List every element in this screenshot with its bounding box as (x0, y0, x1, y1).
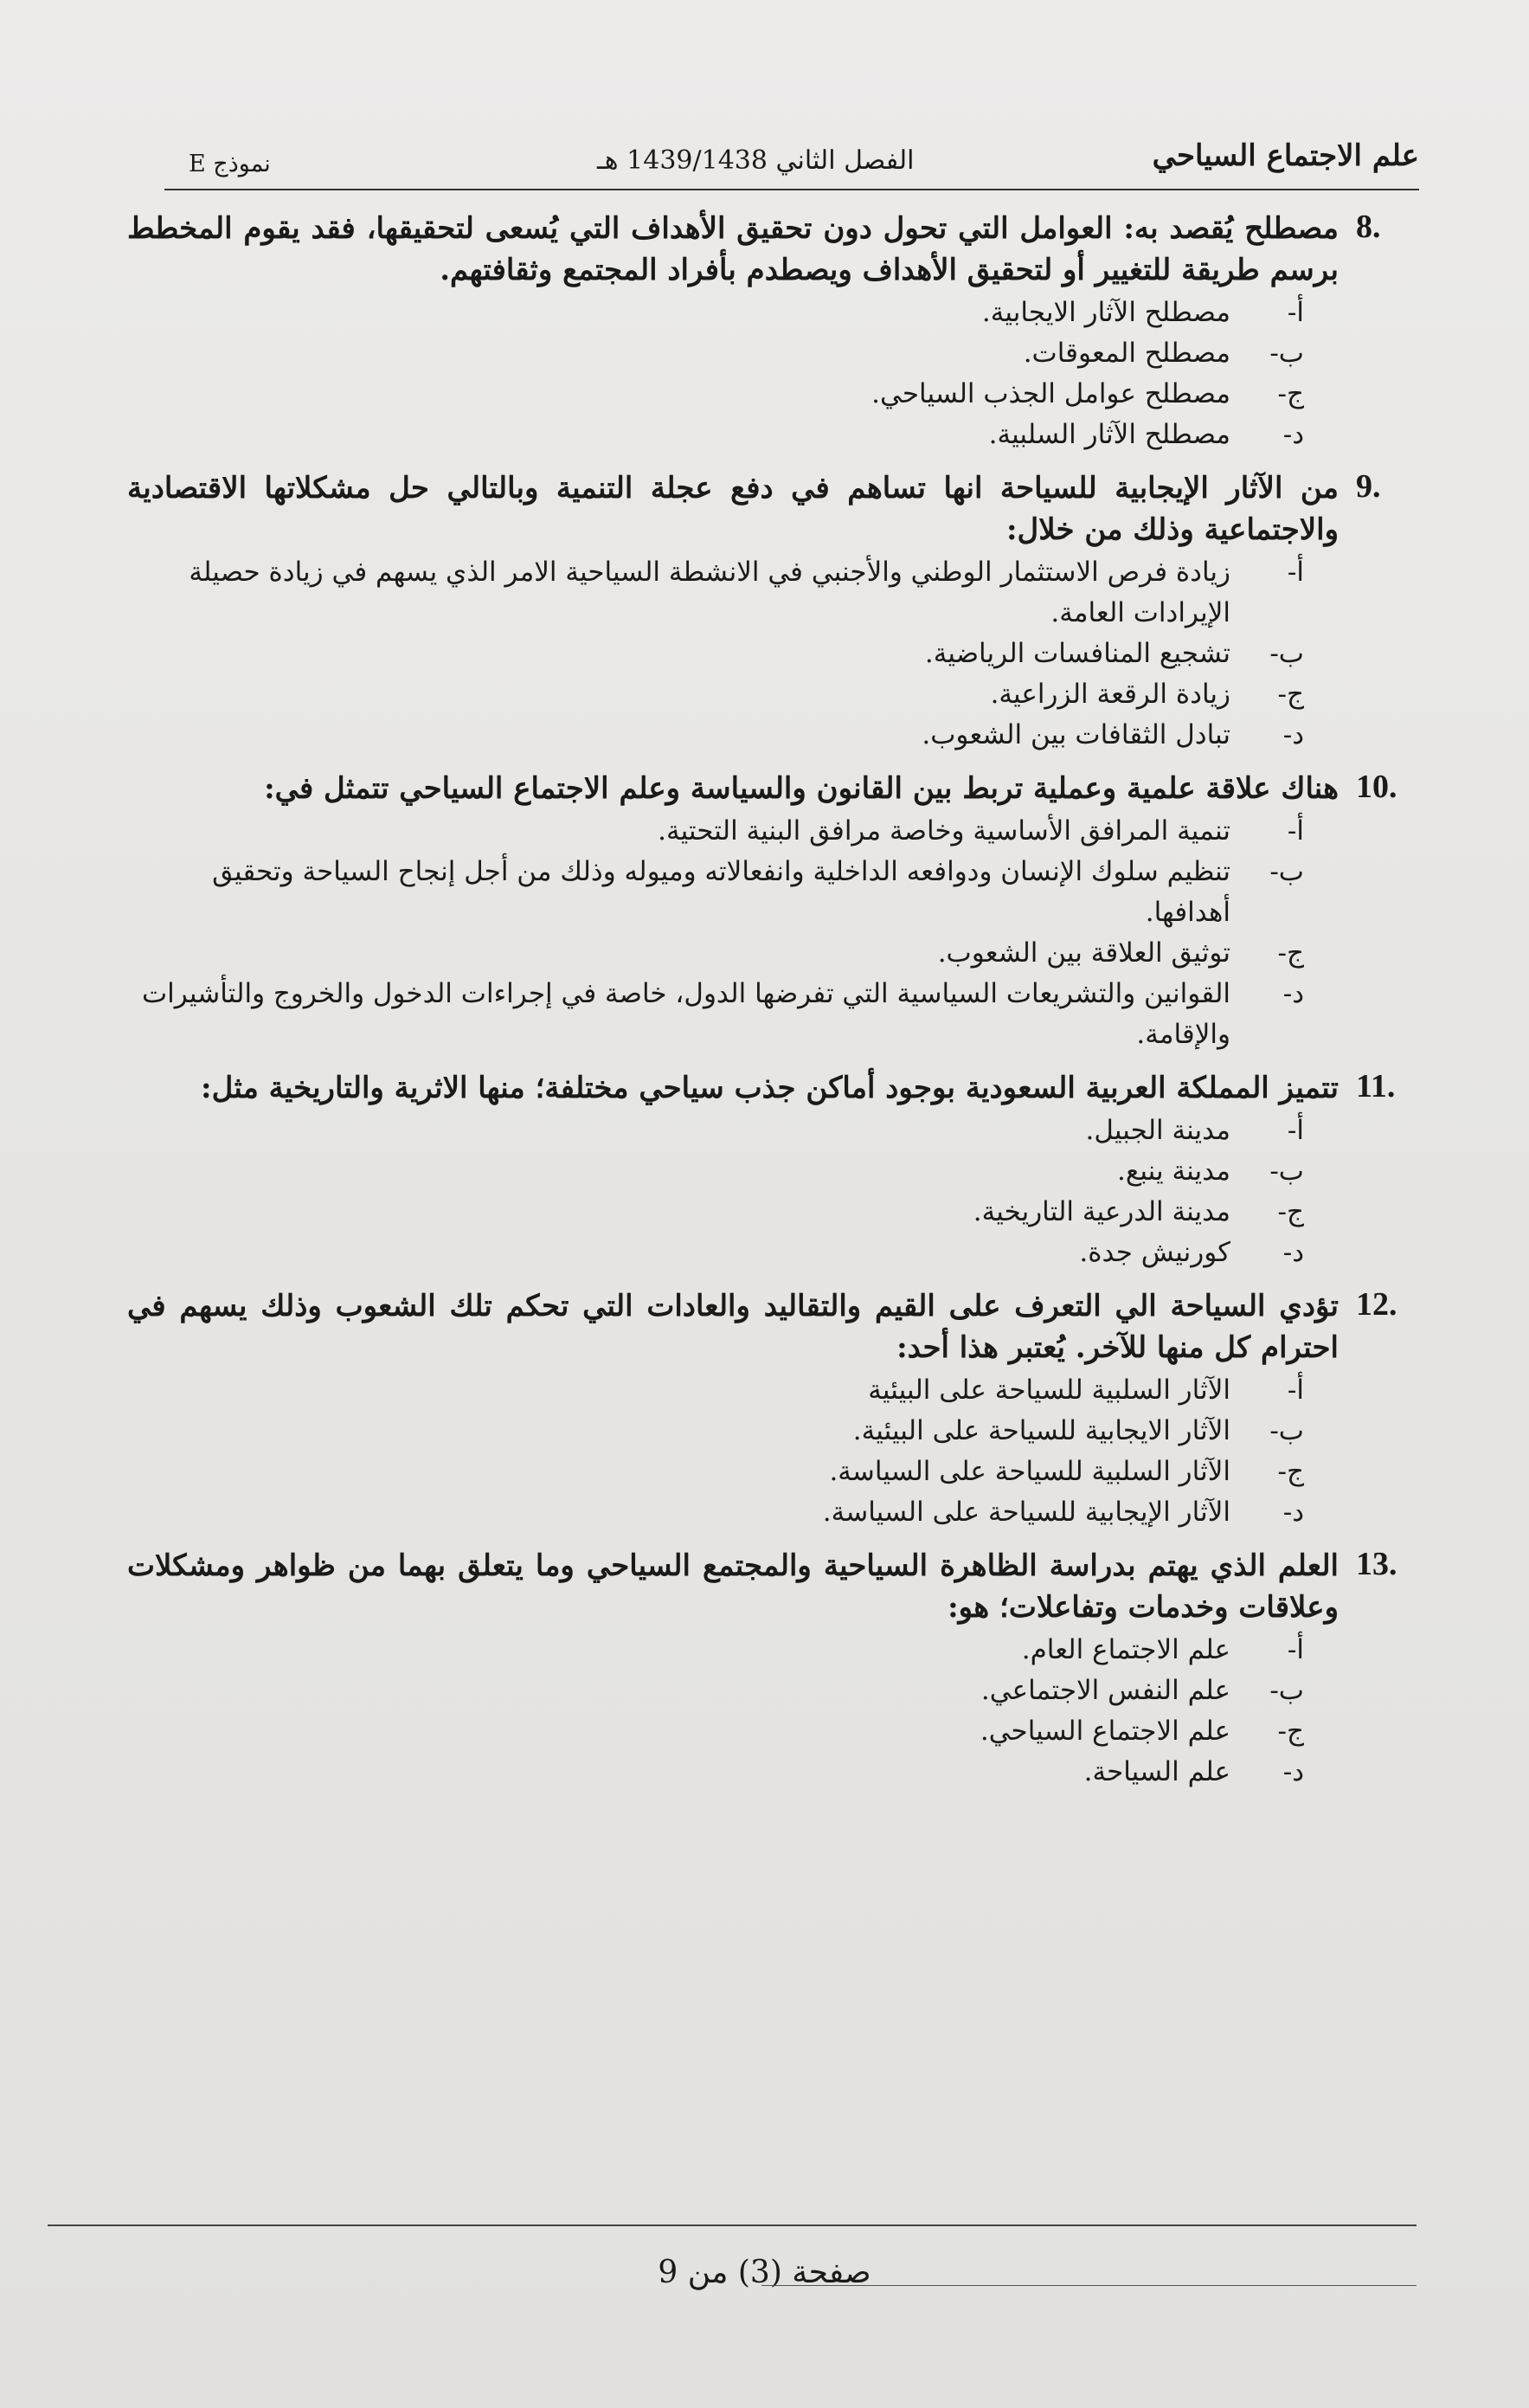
choice-letter: أ- (1287, 1375, 1304, 1406)
question-11 (127, 1067, 1425, 1273)
choice-letter: أ- (1287, 1115, 1304, 1146)
course-title: علم الاجتماع السياحي (1152, 138, 1419, 173)
choice-letter: أ- (1287, 815, 1304, 847)
choice[interactable] (127, 634, 1304, 674)
choice-letter: د- (1282, 978, 1304, 1009)
question-9 (127, 467, 1425, 756)
choices-list (127, 1111, 1304, 1273)
footer-rule (48, 2225, 1417, 2226)
choice-text: مصطلح الآثار السلبية. (988, 419, 1230, 450)
choice-text: كورنيش جدة. (1079, 1237, 1230, 1268)
question-12 (127, 1285, 1425, 1533)
page-number: صفحة (3) من 9 (658, 2255, 871, 2290)
question-text: تتميز المملكة العربية السعودية بوجود أماكن جذب سياحي مختلفة؛ منها الاثرية والتاريخية مثل: (201, 1071, 1339, 1105)
choices-list (127, 1370, 1304, 1533)
question-number: 10. (1356, 769, 1397, 805)
choice-text: زيادة الرقعة الزراعية. (990, 679, 1230, 710)
choice-text: مصطلح الآثار الايجابية. (981, 297, 1230, 328)
question-13 (127, 1545, 1425, 1793)
choices-list (127, 1630, 1304, 1793)
header-rule (164, 189, 1419, 190)
question-number: 8. (1356, 209, 1381, 245)
choice-text: مدينة ينبع. (1116, 1156, 1230, 1187)
choice-letter: ب- (1269, 638, 1304, 669)
question-text: من الآثار الإيجابية للسياحة انها تساهم في دفع عجلة التنمية وبالتالي حل مشكلاتها الاقتصادية والاجتماعية وذلك من خلال: (127, 471, 1339, 547)
question-number: 9. (1356, 468, 1381, 505)
choice[interactable] (127, 1233, 1304, 1273)
choice-letter: ب- (1269, 1415, 1304, 1446)
choice-letter: أ- (1287, 297, 1304, 328)
question-text: هناك علاقة علمية وعملية تربط بين القانون والسياسة وعلم الاجتماع السياحي تتمثل في: (264, 771, 1339, 806)
question-text: العلم الذي يهتم بدراسة الظاهرة السياحية والمجتمع السياحي وما يتعلق بهما من ظواهر ومشكلات وعلاقات وخدمات وتفاعلات؛ هو: (127, 1548, 1339, 1625)
choice[interactable] (127, 852, 1304, 933)
model-label: نموذج E (189, 151, 271, 177)
choice-letter: ج- (1277, 378, 1304, 409)
choices-list (127, 293, 1304, 455)
page-header (164, 138, 1419, 190)
choice-letter: ب- (1269, 1156, 1304, 1187)
choice-letter: أ- (1287, 1634, 1304, 1665)
choice-letter: ج- (1277, 1716, 1304, 1747)
choice-text: علم الاجتماع العام. (1021, 1634, 1230, 1665)
choice-text: توثيق العلاقة بين الشعوب. (937, 937, 1230, 969)
choice-text: تشجيع المنافسات الرياضية. (924, 638, 1230, 669)
question-text: تؤدي السياحة الي التعرف على القيم والتقاليد والعادات التي تحكم تلك الشعوب وذلك يسهم في احترام كل منها للآخر. يُعتبر هذا أحد: (127, 1289, 1339, 1365)
choice[interactable] (127, 674, 1304, 715)
choice[interactable] (127, 1411, 1304, 1452)
term-label: الفصل الثاني 1439/1438 هـ (597, 145, 915, 176)
choice-letter: ج- (1277, 1456, 1304, 1487)
choice[interactable] (127, 1370, 1304, 1411)
choice-text: مدينة الدرعية التاريخية. (973, 1196, 1230, 1227)
choice[interactable] (127, 552, 1304, 634)
question-10 (127, 768, 1425, 1055)
choice-letter: د- (1282, 1756, 1304, 1787)
choice-text: مصطلح عوامل الجذب السياحي. (871, 378, 1230, 409)
questions-list (127, 208, 1425, 1805)
choice-text: الآثار السلبية للسياحة على البيئية (868, 1375, 1230, 1406)
choice[interactable] (127, 1492, 1304, 1533)
choice-letter: ب- (1269, 338, 1304, 369)
choice-text: علم السياحة. (1083, 1756, 1230, 1787)
choice-text: تنظيم سلوك الإنسان ودوافعه الداخلية وانفعالاته وميوله وذلك من أجل إنجاح السياحة وتحقيق أهدافها. (212, 856, 1230, 928)
choice-letter: ج- (1277, 679, 1304, 710)
choice-text: الآثار السلبية للسياحة على السياسة. (829, 1456, 1230, 1487)
question-text: مصطلح يُقصد به: العوامل التي تحول دون تحقيق الأهداف التي يُسعى لتحقيقها، فقد يقوم المخطط برسم طريقة للتغيير أو لتحقيق الأهداف ويصطدم بأفراد المجتمع وثقافتهم. (127, 211, 1339, 287)
choice-text: تنمية المرافق الأساسية وخاصة مرافق البنية التحتية. (658, 815, 1230, 847)
footer-underline (761, 2285, 1417, 2286)
choices-list (127, 811, 1304, 1055)
choice[interactable] (127, 974, 1304, 1055)
choice-text: علم الاجتماع السياحي. (980, 1716, 1230, 1747)
choice-letter: أ- (1287, 557, 1304, 588)
choice-letter: د- (1282, 1497, 1304, 1528)
choice-text: تبادل الثقافات بين الشعوب. (922, 719, 1230, 750)
choice[interactable] (127, 415, 1304, 455)
choice-letter: ب- (1269, 1675, 1304, 1706)
choice-text: مدينة الجبيل. (1085, 1115, 1230, 1146)
choice[interactable] (127, 293, 1304, 333)
choices-list (127, 552, 1304, 756)
choice[interactable] (127, 1671, 1304, 1711)
choice[interactable] (127, 333, 1304, 374)
question-number: 12. (1356, 1286, 1397, 1323)
choice[interactable] (127, 1452, 1304, 1492)
choice[interactable] (127, 1151, 1304, 1192)
choice[interactable] (127, 1752, 1304, 1793)
choice-letter: د- (1282, 1237, 1304, 1268)
choice-text: القوانين والتشريعات السياسية التي تفرضها الدول، خاصة في إجراءات الدخول والخروج والتأشيرات والإقامة. (142, 978, 1230, 1050)
choice[interactable] (127, 1111, 1304, 1151)
choice-text: مصطلح المعوقات. (1023, 338, 1230, 369)
choice[interactable] (127, 1630, 1304, 1671)
choice[interactable] (127, 1711, 1304, 1752)
question-number: 13. (1356, 1546, 1397, 1582)
choice-letter: ج- (1277, 1196, 1304, 1227)
choice[interactable] (127, 933, 1304, 974)
choice-text: زيادة فرص الاستثمار الوطني والأجنبي في الانشطة السياحية الامر الذي يسهم في زيادة حصيلة الإيرادات العامة. (189, 557, 1230, 628)
choice-text: علم النفس الاجتماعي. (980, 1675, 1230, 1706)
choice-letter: د- (1282, 719, 1304, 750)
choice-text: الآثار الايجابية للسياحة على البيئية. (852, 1415, 1230, 1446)
choice-letter: ج- (1277, 937, 1304, 969)
choice[interactable] (127, 811, 1304, 852)
choice-text: الآثار الإيجابية للسياحة على السياسة. (822, 1497, 1230, 1528)
question-8 (127, 208, 1425, 455)
question-number: 11. (1356, 1068, 1396, 1104)
choice[interactable] (127, 1192, 1304, 1233)
choice[interactable] (127, 715, 1304, 756)
choice-letter: د- (1282, 419, 1304, 450)
choice-letter: ب- (1269, 856, 1304, 887)
choice[interactable] (127, 374, 1304, 415)
